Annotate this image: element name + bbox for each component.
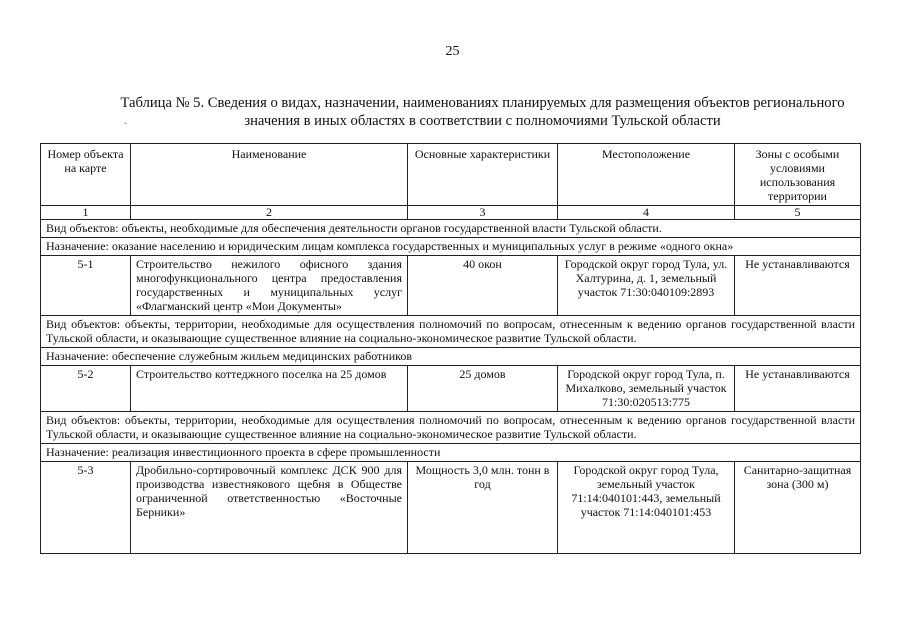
object-zones: Не устанавливаются xyxy=(735,256,861,316)
column-number: 1 xyxy=(41,206,131,220)
object-purpose-text: Назначение: обеспечение служебным жильем медицинских работников xyxy=(41,348,861,366)
object-purpose-text: Назначение: оказание населению и юридическим лицам комплекса государственных и муниципальных услуг в режиме «одного окна» xyxy=(41,238,861,256)
regional-objects-table xyxy=(40,143,861,554)
object-purpose-text: Назначение: реализация инвестиционного проекта в сфере промышленности xyxy=(41,444,861,462)
object-type-text: Вид объектов: объекты, территории, необходимые для осуществления полномочий по вопросам, отнесенным к ведению органов государственной власти Тульской области, и оказывающие существенное влияние на социально-экономическое развитие Тульской области. xyxy=(41,412,861,444)
table-row xyxy=(41,462,861,554)
column-number: 4 xyxy=(558,206,735,220)
header-location: Местоположение xyxy=(558,144,735,206)
column-number: 3 xyxy=(408,206,558,220)
object-location: Городской округ город Тула, п. Михалково, земельный участок 71:30:020513:775 xyxy=(558,366,735,412)
object-zones: Санитарно-защитная зона (300 м) xyxy=(735,462,861,554)
object-number: 5-3 xyxy=(41,462,131,554)
table-row xyxy=(41,366,861,412)
object-characteristics: 40 окон xyxy=(408,256,558,316)
table-title-line-1: Таблица № 5. Сведения о видах, назначении, наименованиях планируемых для размещения объектов регионального xyxy=(120,95,845,111)
header-number: Номер объекта на карте xyxy=(41,144,131,206)
object-type-text: Вид объектов: объекты, необходимые для обеспечения деятельности органов государственной власти Тульской области. xyxy=(41,220,861,238)
table-header-row xyxy=(41,144,861,206)
group-purpose-row xyxy=(41,238,861,256)
object-name: Строительство коттеджного поселка на 25 домов xyxy=(131,366,408,412)
stray-mark: ˏ xyxy=(121,113,128,126)
header-name: Наименование xyxy=(131,144,408,206)
object-name: Строительство нежилого офисного здания многофункционального центра предоставления государственных и муниципальных услуг «Флагманский центр «Мои Документы» xyxy=(131,256,408,316)
column-numbers-row xyxy=(41,206,861,220)
page-number: 25 xyxy=(445,44,460,59)
group-purpose-row xyxy=(41,348,861,366)
object-location: Городской округ город Тула, ул. Халтурина, д. 1, земельный участок 71:30:040109:2893 xyxy=(558,256,735,316)
column-number: 5 xyxy=(735,206,861,220)
column-number: 2 xyxy=(131,206,408,220)
object-characteristics: Мощность 3,0 млн. тонн в год xyxy=(408,462,558,554)
table-title xyxy=(100,94,865,130)
table-row xyxy=(41,256,861,316)
table-title-line-2: значения в иных областях в соответствии с полномочиями Тульской области xyxy=(244,113,721,129)
header-zones: Зоны с особыми условиями использования территории xyxy=(735,144,861,206)
group-purpose-row xyxy=(41,444,861,462)
object-number: 5-2 xyxy=(41,366,131,412)
object-location: Городской округ город Тула, земельный участок 71:14:040101:443, земельный участок 71:14:040101:453 xyxy=(558,462,735,554)
object-type-text: Вид объектов: объекты, территории, необходимые для осуществления полномочий по вопросам, отнесенным к ведению органов государственной власти Тульской области, и оказывающие существенное влияние на социально-экономическое развитие Тульской области. xyxy=(41,316,861,348)
object-zones: Не устанавливаются xyxy=(735,366,861,412)
group-type-row xyxy=(41,220,861,238)
object-number: 5-1 xyxy=(41,256,131,316)
object-name: Дробильно-сортировочный комплекс ДСК 900 для производства известнякового щебня в Обществе ограниченной ответственностью «Восточные Берники» xyxy=(131,462,408,554)
object-characteristics: 25 домов xyxy=(408,366,558,412)
group-type-row xyxy=(41,316,861,348)
group-type-row xyxy=(41,412,861,444)
header-characteristics: Основные характеристики xyxy=(408,144,558,206)
